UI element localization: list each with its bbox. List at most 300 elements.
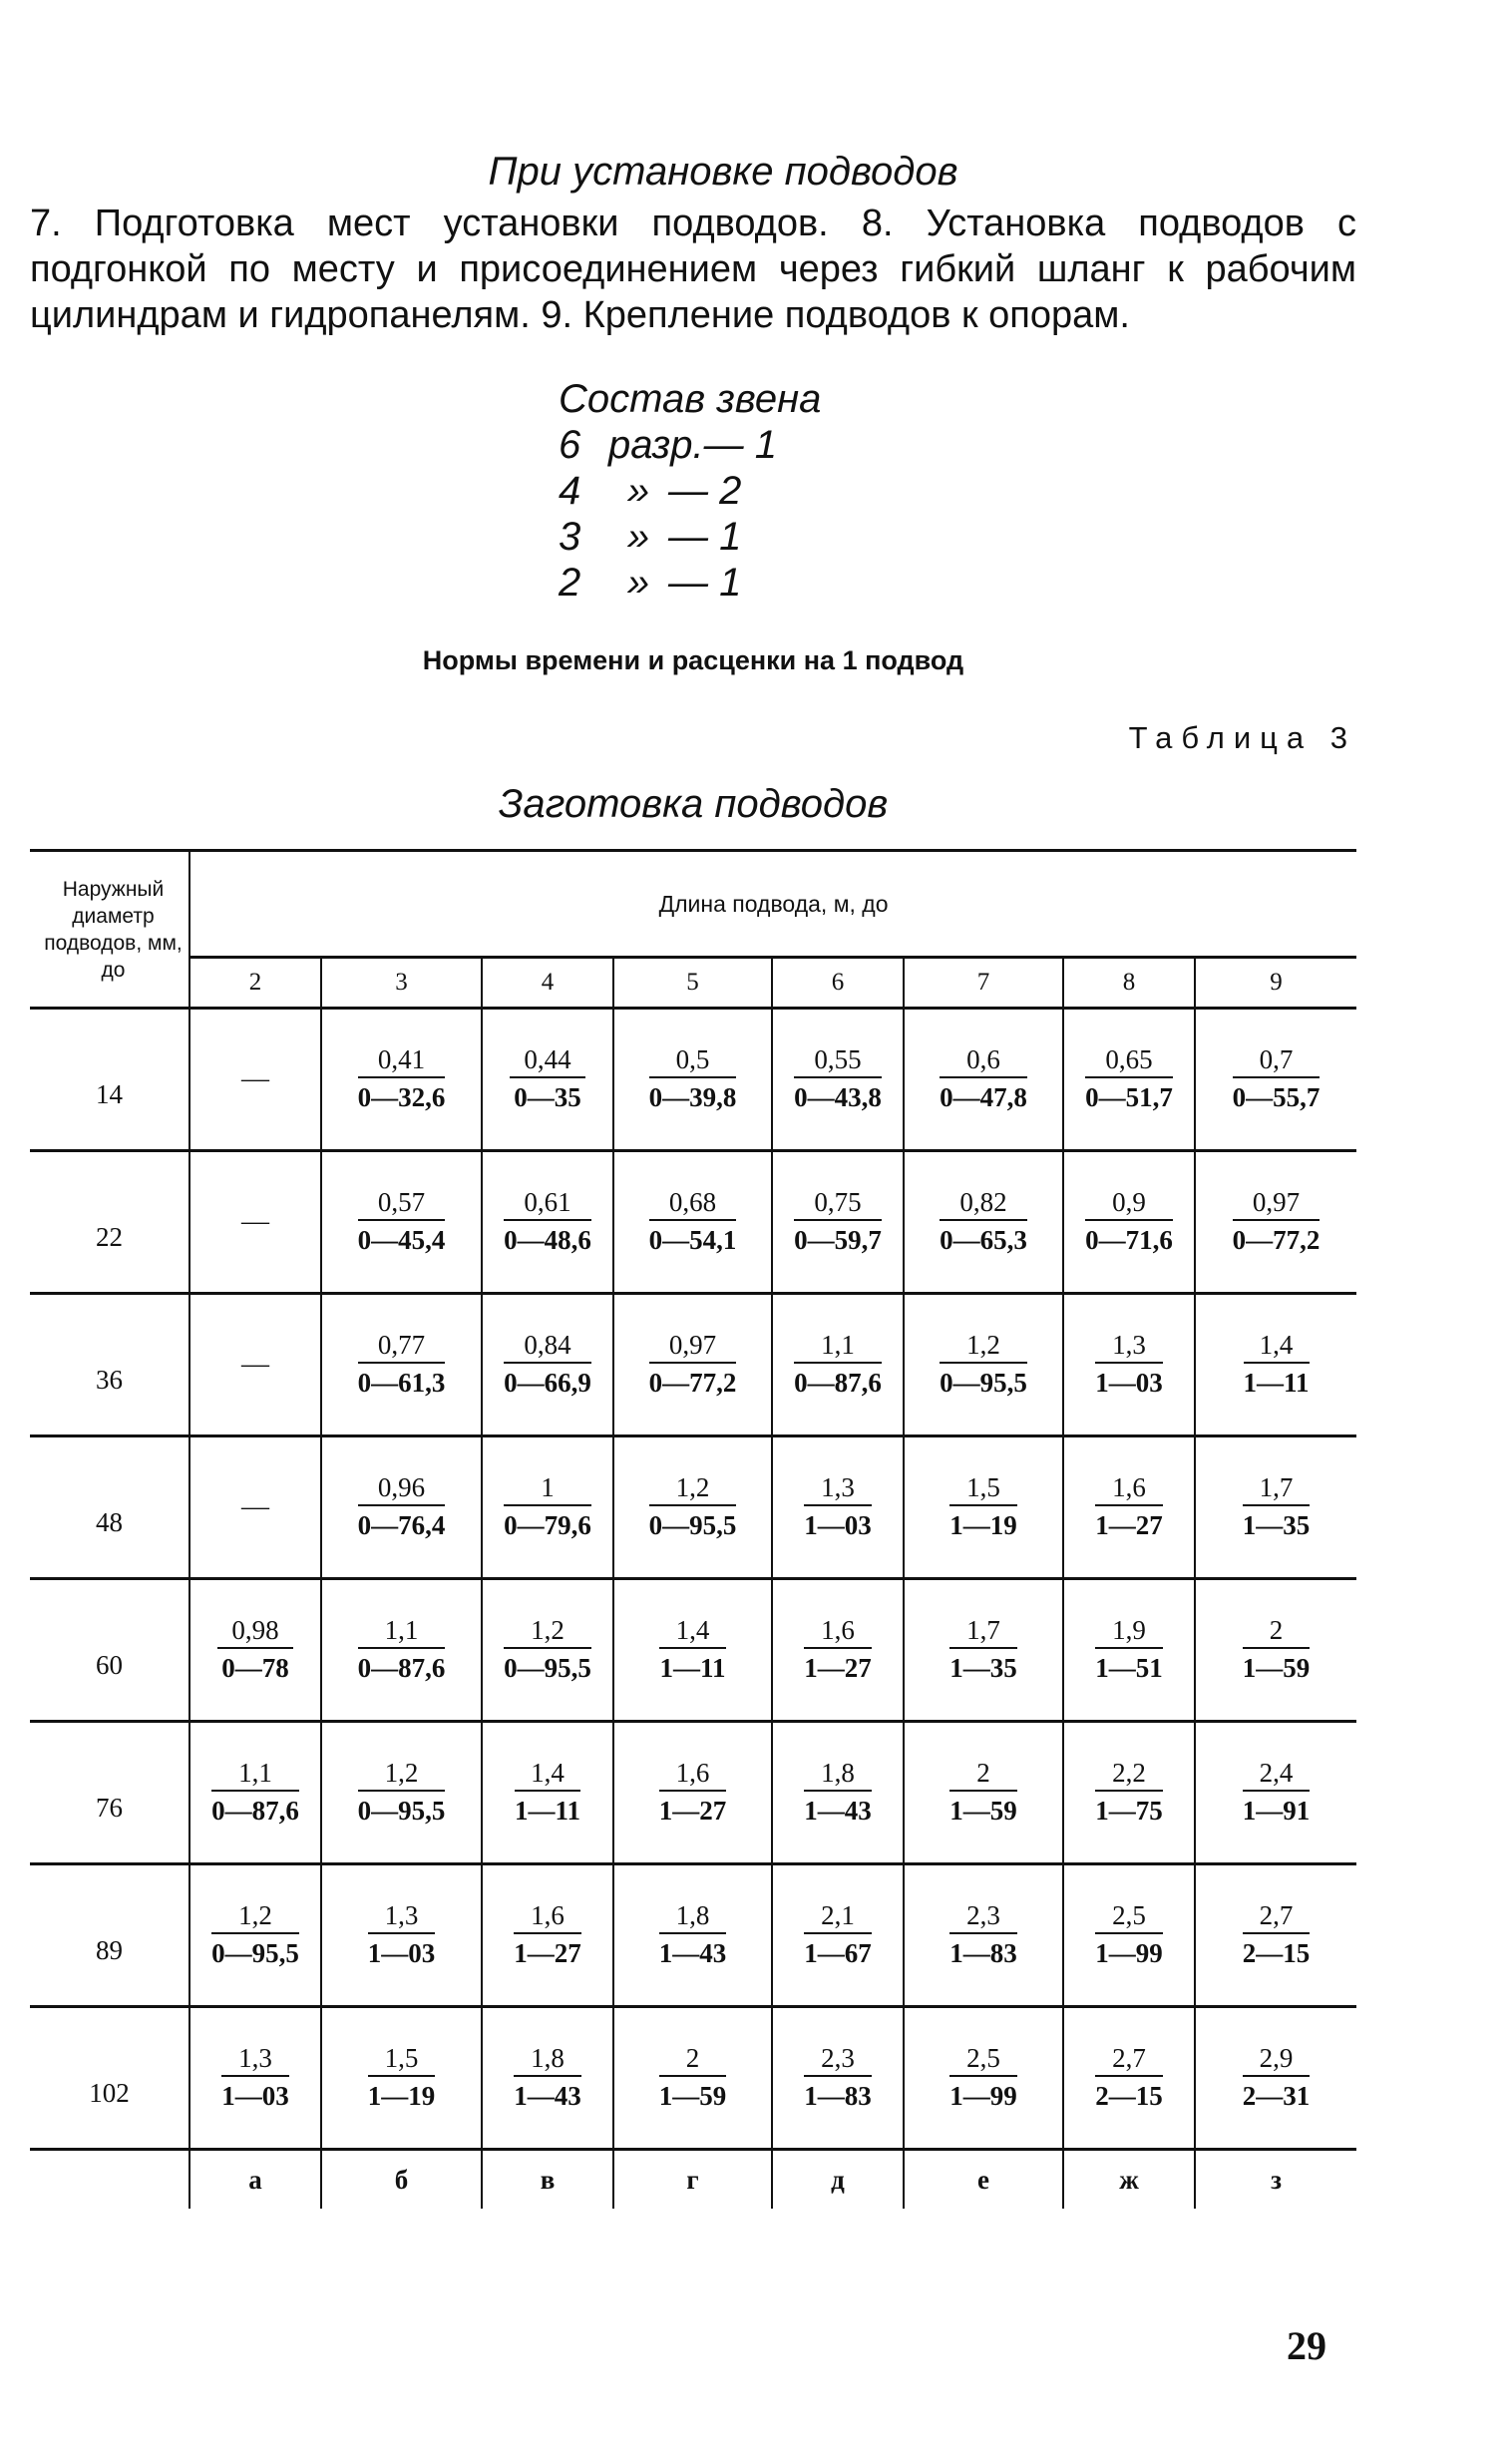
- time-norm: 0,97: [1233, 1185, 1321, 1221]
- norm-fraction: [358, 1470, 446, 1544]
- price-rate: 1—27: [514, 1938, 581, 1968]
- price-rate: 1—19: [367, 2081, 436, 2111]
- price-rate: 0—79,6: [504, 1510, 591, 1540]
- norm-fraction: [504, 1613, 591, 1687]
- time-norm: 2,2: [1095, 1756, 1163, 1792]
- time-norm: 1,8: [659, 1898, 727, 1934]
- table-row: [30, 2007, 1356, 2150]
- norm-fraction: [1243, 1898, 1311, 1972]
- time-norm: 1,8: [804, 1756, 872, 1792]
- table-row: [30, 1436, 1356, 1579]
- norm-fraction: [1243, 1613, 1311, 1687]
- norm-cell: [1195, 1294, 1356, 1436]
- norm-cell: [904, 1009, 1063, 1151]
- time-norm: 2,5: [1095, 1898, 1163, 1934]
- price-rate: 1—43: [514, 2081, 581, 2111]
- price-rate: 2—31: [1242, 2081, 1311, 2111]
- length-value: 2: [189, 958, 321, 1009]
- norm-cell: [1063, 1151, 1195, 1294]
- norm-fraction: [211, 1898, 299, 1972]
- norm-fraction: [504, 1328, 591, 1402]
- norm-cell: [904, 1294, 1063, 1436]
- norm-fraction: [368, 2041, 436, 2115]
- norm-cell: [772, 1722, 904, 1864]
- norm-cell: [321, 1294, 482, 1436]
- time-norm: 2,1: [804, 1898, 872, 1934]
- price-rate: 0—95,5: [211, 1938, 299, 1968]
- column-letter: а: [189, 2150, 321, 2210]
- price-rate: 1—99: [1095, 1938, 1163, 1968]
- norms-heading: Нормы времени и расценки на 1 подвод: [422, 645, 964, 675]
- time-norm: 0,84: [504, 1328, 591, 1364]
- norm-cell: [613, 1579, 772, 1722]
- time-norm: 1,6: [514, 1898, 581, 1934]
- norm-cell: [772, 1436, 904, 1579]
- table-row: [30, 1864, 1356, 2007]
- norm-cell: [482, 1722, 613, 1864]
- norm-cell: [772, 1579, 904, 1722]
- norm-cell: [904, 2007, 1063, 2150]
- crew-dash: —: [668, 515, 720, 559]
- price-rate: 1—35: [949, 1653, 1017, 1683]
- time-norm: 0,61: [504, 1185, 591, 1221]
- time-norm: 1,2: [649, 1470, 737, 1506]
- price-rate: 0—95,5: [940, 1368, 1027, 1398]
- header-row: [30, 851, 1356, 958]
- price-rate: 1—67: [804, 1938, 872, 1968]
- crew-title: Состав звена: [559, 377, 822, 421]
- norm-fraction: [804, 1470, 872, 1544]
- time-norm: 0,9: [1085, 1185, 1173, 1221]
- price-rate: 0—87,6: [211, 1796, 299, 1826]
- crew-row: [559, 422, 1356, 468]
- norm-cell: [613, 1009, 772, 1151]
- norm-cell: [1063, 1579, 1195, 1722]
- page-number: 29: [1287, 2323, 1326, 2368]
- norm-fraction: [510, 1042, 584, 1116]
- norm-cell: [482, 1294, 613, 1436]
- norm-cell: [613, 1864, 772, 2007]
- norm-cell: [321, 1579, 482, 1722]
- time-norm: 1,2: [358, 1756, 446, 1792]
- norm-cell: [482, 2007, 613, 2150]
- crew-count: 2: [719, 469, 742, 513]
- column-letter: ж: [1063, 2150, 1195, 2210]
- norm-fraction: [221, 2041, 289, 2115]
- price-rate: 0—32,6: [357, 1082, 446, 1112]
- time-norm: 1,9: [1095, 1613, 1163, 1649]
- table-row: [30, 1294, 1356, 1436]
- norm-cell: [482, 1579, 613, 1722]
- norm-fraction: [949, 1613, 1017, 1687]
- norm-fraction: [804, 2041, 872, 2115]
- time-norm: 0,98: [217, 1613, 292, 1649]
- diameter-cell: 76: [30, 1722, 189, 1864]
- norm-cell: [613, 1294, 772, 1436]
- price-rate: 0—78: [221, 1653, 289, 1683]
- norm-fraction: [649, 1470, 737, 1544]
- diameter-header: Наружный диаметр подводов, мм, до: [30, 851, 189, 1009]
- norm-fraction: [804, 1613, 872, 1687]
- price-rate: 0—47,8: [940, 1082, 1027, 1112]
- price-rate: 1—11: [1243, 1368, 1310, 1398]
- norm-cell: [904, 1864, 1063, 2007]
- length-value: 9: [1195, 958, 1356, 1009]
- norm-cell: [1195, 1009, 1356, 1151]
- norm-fraction: [1233, 1185, 1321, 1259]
- norm-cell: [1063, 1864, 1195, 2007]
- norm-fraction: [649, 1328, 737, 1402]
- norm-fraction: [504, 1185, 591, 1259]
- time-norm: 0,82: [940, 1185, 1027, 1221]
- diameter-cell: 60: [30, 1579, 189, 1722]
- norm-fraction: [1095, 1613, 1163, 1687]
- time-norm: 0,75: [794, 1185, 882, 1221]
- norm-cell: [613, 1722, 772, 1864]
- norm-fraction: [649, 1042, 737, 1116]
- price-rate: 0—55,7: [1232, 1082, 1321, 1112]
- table-name: Заготовка подводов: [498, 782, 889, 826]
- norm-fraction: [368, 1898, 436, 1972]
- norm-fraction: [358, 1613, 446, 1687]
- norm-cell: [189, 1722, 321, 1864]
- norm-cell: [189, 1009, 321, 1151]
- norm-fraction: [949, 1756, 1017, 1830]
- length-header: Длина подвода, м, до: [189, 851, 1356, 958]
- diameter-cell: 36: [30, 1294, 189, 1436]
- time-norm: 1,2: [940, 1328, 1027, 1364]
- length-value: 8: [1063, 958, 1195, 1009]
- price-rate: 1—27: [1095, 1510, 1163, 1540]
- time-norm: 0,65: [1085, 1042, 1173, 1078]
- crew-unit: »: [626, 469, 650, 513]
- price-rate: 0—76,4: [357, 1510, 446, 1540]
- diameter-cell: 14: [30, 1009, 189, 1151]
- length-value: 6: [772, 958, 904, 1009]
- crew-composition: [559, 376, 1356, 606]
- not-applicable-dash: —: [241, 1206, 269, 1237]
- norm-fraction: [217, 1613, 292, 1687]
- price-rate: 0—95,5: [357, 1796, 446, 1826]
- not-applicable-dash: —: [241, 1491, 269, 1522]
- diameter-cell: 89: [30, 1864, 189, 2007]
- price-rate: 0—43,8: [794, 1082, 882, 1112]
- norm-fraction: [804, 1898, 872, 1972]
- norm-fraction: [1095, 1898, 1163, 1972]
- norm-fraction: [659, 2041, 727, 2115]
- time-norm: 2,3: [804, 2041, 872, 2077]
- crew-unit: разр.: [608, 423, 704, 467]
- norm-fraction: [504, 1470, 591, 1544]
- norm-fraction: [794, 1328, 882, 1402]
- price-rate: 1—51: [1095, 1653, 1163, 1683]
- time-norm: 1,7: [949, 1613, 1017, 1649]
- norm-cell: [904, 1436, 1063, 1579]
- price-rate: 1—75: [1095, 1796, 1163, 1826]
- price-rate: 1—27: [658, 1796, 727, 1826]
- time-norm: 2,5: [949, 2041, 1017, 2077]
- price-rate: 0—48,6: [504, 1225, 591, 1255]
- price-rate: 1—35: [1242, 1510, 1311, 1540]
- diameter-cell: 22: [30, 1151, 189, 1294]
- norm-fraction: [514, 2041, 581, 2115]
- norm-cell: [189, 1294, 321, 1436]
- norm-fraction: [1085, 1185, 1173, 1259]
- table-head: [30, 851, 1356, 1009]
- price-rate: 0—39,8: [648, 1082, 737, 1112]
- price-rate: 0—59,7: [794, 1225, 882, 1255]
- price-rate: 0—66,9: [504, 1368, 591, 1398]
- time-norm: 0,68: [649, 1185, 737, 1221]
- norm-fraction: [1095, 1756, 1163, 1830]
- norm-cell: [904, 1151, 1063, 1294]
- length-values-row: [30, 958, 1356, 1009]
- not-applicable-dash: —: [241, 1349, 269, 1380]
- table-number: Таблица 3: [1128, 720, 1356, 755]
- price-rate: 1—03: [1095, 1368, 1163, 1398]
- norm-cell: [482, 1864, 613, 2007]
- norm-fraction: [804, 1756, 872, 1830]
- crew-unit: »: [626, 515, 650, 559]
- price-rate: 1—03: [804, 1510, 872, 1540]
- crew-count: 1: [754, 423, 777, 467]
- norm-cell: [613, 1436, 772, 1579]
- time-norm: 1,2: [504, 1613, 591, 1649]
- crew-row: [559, 468, 1356, 514]
- length-value: 5: [613, 958, 772, 1009]
- price-rate: 1—91: [1242, 1796, 1311, 1826]
- norm-fraction: [794, 1185, 882, 1259]
- time-norm: 0,44: [510, 1042, 584, 1078]
- crew-dash: —: [668, 469, 720, 513]
- crew-grade: 2: [559, 561, 581, 605]
- time-norm: 1,8: [514, 2041, 581, 2077]
- norm-cell: [189, 1579, 321, 1722]
- column-letter: в: [482, 2150, 613, 2210]
- norm-cell: [772, 1151, 904, 1294]
- table-row: [30, 1009, 1356, 1151]
- norm-fraction: [1095, 1470, 1163, 1544]
- norm-fraction: [659, 1756, 727, 1830]
- norm-cell: [482, 1436, 613, 1579]
- time-norm: 1,5: [368, 2041, 436, 2077]
- norm-fraction: [358, 1042, 446, 1116]
- price-rate: 2—15: [1095, 2081, 1163, 2111]
- price-rate: 1—11: [514, 1796, 580, 1826]
- price-rate: 1—59: [1242, 1653, 1311, 1683]
- norm-cell: [1195, 2007, 1356, 2150]
- norm-cell: [482, 1151, 613, 1294]
- time-norm: 1,1: [358, 1613, 446, 1649]
- price-rate: 1—99: [949, 2081, 1017, 2111]
- column-letters-row: [30, 2150, 1356, 2210]
- time-norm: 1,6: [804, 1613, 872, 1649]
- length-value: 7: [904, 958, 1063, 1009]
- document-page: [30, 150, 1356, 2209]
- norm-cell: [189, 1151, 321, 1294]
- time-norm: 0,97: [649, 1328, 737, 1364]
- norm-cell: [1195, 1864, 1356, 2007]
- norm-cell: [613, 1151, 772, 1294]
- price-rate: 1—59: [658, 2081, 727, 2111]
- time-norm: 2,4: [1243, 1756, 1311, 1792]
- price-rate: 1—03: [367, 1938, 436, 1968]
- norm-fraction: [949, 1470, 1017, 1544]
- price-rate: 0—61,3: [357, 1368, 446, 1398]
- time-norm: 1: [504, 1470, 591, 1506]
- norm-cell: [1063, 1722, 1195, 1864]
- norm-fraction: [358, 1185, 446, 1259]
- norm-fraction: [515, 1756, 580, 1830]
- price-rate: 0—54,1: [648, 1225, 737, 1255]
- price-rate: 0—95,5: [648, 1510, 737, 1540]
- time-norm: 1,3: [221, 2041, 289, 2077]
- column-letter-blank: [30, 2150, 189, 2210]
- time-norm: 0,7: [1233, 1042, 1321, 1078]
- price-rate: 0—65,3: [940, 1225, 1027, 1255]
- price-rate: 0—77,2: [1232, 1225, 1321, 1255]
- norm-fraction: [358, 1328, 446, 1402]
- column-letter: г: [613, 2150, 772, 2210]
- norm-cell: [1063, 2007, 1195, 2150]
- time-norm: 1,4: [515, 1756, 580, 1792]
- norm-fraction: [1095, 1328, 1163, 1402]
- norm-fraction: [1085, 1042, 1173, 1116]
- crew-grade: 6: [559, 423, 581, 467]
- price-rate: 1—83: [949, 1938, 1017, 1968]
- diameter-cell: 102: [30, 2007, 189, 2150]
- time-norm: 0,96: [358, 1470, 446, 1506]
- time-norm: 1,4: [1244, 1328, 1310, 1364]
- time-norm: 1,2: [211, 1898, 299, 1934]
- norm-fraction: [949, 1898, 1017, 1972]
- time-norm: 1,4: [659, 1613, 725, 1649]
- price-rate: 1—83: [804, 2081, 872, 2111]
- diameter-cell: 48: [30, 1436, 189, 1579]
- norm-cell: [1063, 1294, 1195, 1436]
- time-norm: 1,5: [949, 1470, 1017, 1506]
- time-norm: 0,41: [358, 1042, 446, 1078]
- norm-cell: [321, 2007, 482, 2150]
- norm-cell: [1063, 1009, 1195, 1151]
- time-norm: 1,3: [804, 1470, 872, 1506]
- time-norm: 2,7: [1243, 1898, 1311, 1934]
- section-title: При установке подводов: [488, 150, 958, 194]
- norm-fraction: [1243, 1756, 1311, 1830]
- length-value: 3: [321, 958, 482, 1009]
- time-norm: 0,6: [940, 1042, 1027, 1078]
- crew-count: 1: [719, 561, 742, 605]
- norm-cell: [321, 1436, 482, 1579]
- norm-cell: [904, 1579, 1063, 1722]
- price-rate: 1—11: [659, 1653, 726, 1683]
- norm-fraction: [949, 2041, 1017, 2115]
- time-norm: 2,9: [1243, 2041, 1311, 2077]
- time-norm: 1,3: [368, 1898, 436, 1934]
- time-norm: 1,3: [1095, 1328, 1163, 1364]
- crew-unit: »: [626, 561, 650, 605]
- norm-cell: [321, 1864, 482, 2007]
- price-rate: 0—95,5: [504, 1653, 591, 1683]
- price-rate: 0—77,2: [648, 1368, 737, 1398]
- table-row: [30, 1151, 1356, 1294]
- norm-fraction: [940, 1042, 1027, 1116]
- column-letter: д: [772, 2150, 904, 2210]
- norm-fraction: [1244, 1328, 1310, 1402]
- norm-cell: [1195, 1151, 1356, 1294]
- time-norm: 1,6: [1095, 1470, 1163, 1506]
- norm-fraction: [649, 1185, 737, 1259]
- price-rate: 0—35: [514, 1082, 581, 1112]
- time-norm: 2: [949, 1756, 1017, 1792]
- price-rate: 0—71,6: [1085, 1225, 1173, 1255]
- time-norm: 0,5: [649, 1042, 737, 1078]
- price-rate: 2—15: [1242, 1938, 1311, 1968]
- norm-fraction: [794, 1042, 882, 1116]
- crew-grade: 4: [559, 469, 581, 513]
- crew-row: [559, 514, 1356, 560]
- norm-cell: [904, 1722, 1063, 1864]
- norm-cell: [189, 2007, 321, 2150]
- crew-count: 1: [719, 515, 742, 559]
- price-rate: 1—27: [804, 1653, 872, 1683]
- norm-cell: [189, 1864, 321, 2007]
- table-row: [30, 1722, 1356, 1864]
- norm-cell: [321, 1722, 482, 1864]
- norm-fraction: [1243, 1470, 1311, 1544]
- time-norm: 1,1: [211, 1756, 299, 1792]
- length-value: 4: [482, 958, 613, 1009]
- norm-fraction: [358, 1756, 446, 1830]
- time-norm: 2: [659, 2041, 727, 2077]
- price-rate: 0—87,6: [357, 1653, 446, 1683]
- norm-cell: [772, 1864, 904, 2007]
- time-norm: 2,3: [949, 1898, 1017, 1934]
- time-norm: 0,57: [358, 1185, 446, 1221]
- norm-cell: [772, 2007, 904, 2150]
- time-norm: 1,7: [1243, 1470, 1311, 1506]
- norm-fraction: [1095, 2041, 1163, 2115]
- norm-cell: [482, 1009, 613, 1151]
- norm-fraction: [940, 1328, 1027, 1402]
- norm-cell: [613, 2007, 772, 2150]
- norm-cell: [1195, 1436, 1356, 1579]
- price-rate: 0—87,6: [794, 1368, 882, 1398]
- price-rate: 1—43: [804, 1796, 872, 1826]
- norm-cell: [772, 1009, 904, 1151]
- time-norm: 1,6: [659, 1756, 727, 1792]
- norm-cell: [1195, 1579, 1356, 1722]
- norm-cell: [1195, 1722, 1356, 1864]
- time-norm: 2,7: [1095, 2041, 1163, 2077]
- norms-table: [30, 849, 1356, 2209]
- time-norm: 2: [1243, 1613, 1311, 1649]
- norm-fraction: [940, 1185, 1027, 1259]
- norm-cell: [321, 1009, 482, 1151]
- price-rate: 1—03: [221, 2081, 289, 2111]
- crew-grade: 3: [559, 515, 581, 559]
- norm-fraction: [211, 1756, 299, 1830]
- norm-cell: [321, 1151, 482, 1294]
- norm-fraction: [1233, 1042, 1321, 1116]
- price-rate: 0—51,7: [1085, 1082, 1173, 1112]
- time-norm: 0,55: [794, 1042, 882, 1078]
- norm-fraction: [659, 1898, 727, 1972]
- norm-cell: [189, 1436, 321, 1579]
- price-rate: 1—59: [949, 1796, 1017, 1826]
- crew-row: [559, 560, 1356, 606]
- time-norm: 0,77: [358, 1328, 446, 1364]
